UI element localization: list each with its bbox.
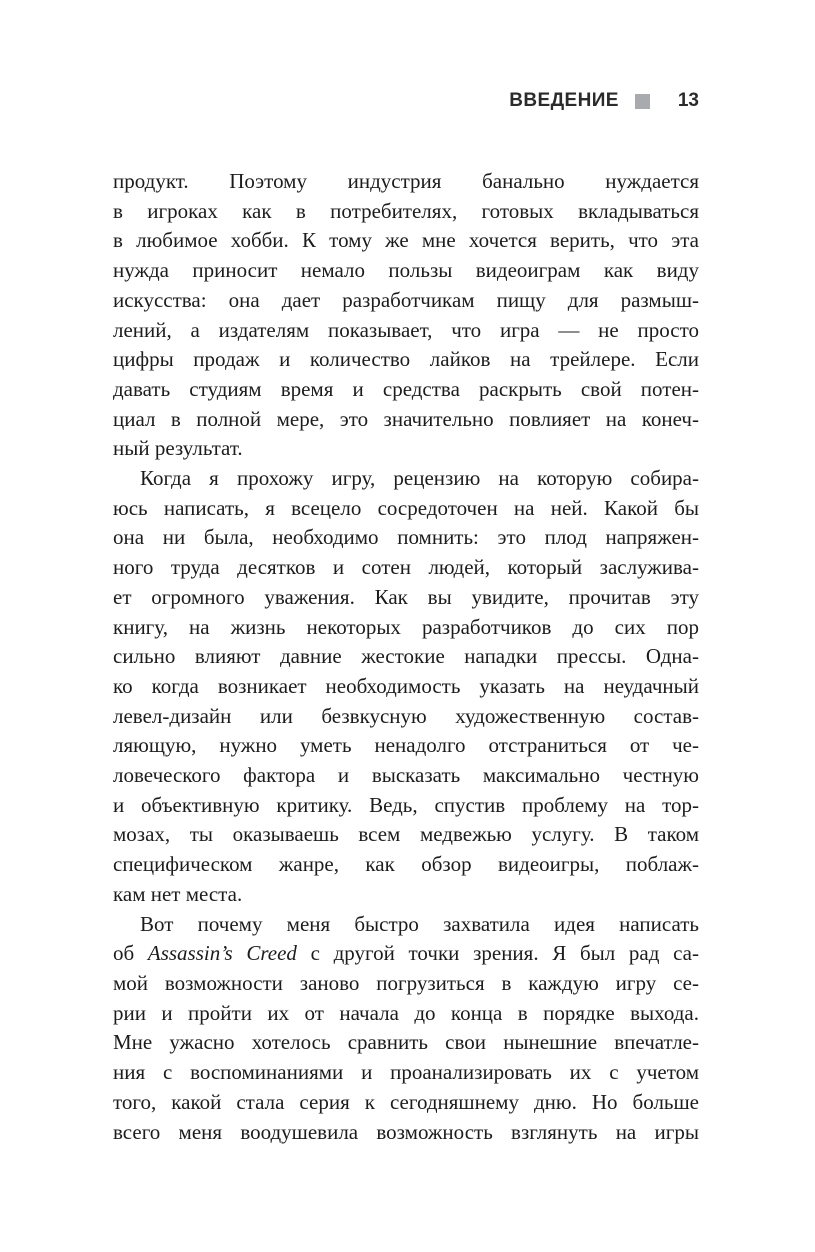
text-segment: циал в полной мере, это значительно повлияет на конеч-	[113, 406, 699, 431]
text-segment: Вот почему меня быстро захватила идея написать	[140, 911, 699, 936]
text-line	[113, 405, 699, 435]
text-segment: нужда приносит немало пользы видеоиграм как виду	[113, 258, 699, 283]
text-line	[113, 702, 699, 732]
text-segment: рии и пройти их от начала до конца в порядке выхода.	[113, 1000, 699, 1025]
text-segment: специфическом жанре, как обзор видеоигры, поблаж-	[113, 852, 699, 877]
text-segment: в игроках как в потребителях, готовых вкладываться	[113, 198, 699, 223]
paragraph	[113, 167, 699, 464]
text-segment: она ни была, необходимо помнить: это плод напряжен-	[113, 525, 699, 550]
text-segment: продукт. Поэтому индустрия банально нуждается	[113, 169, 699, 193]
text-line	[113, 197, 699, 227]
text-segment: лений, а издателям показывает, что игра — не просто	[113, 317, 699, 342]
paragraph	[113, 464, 699, 910]
text-segment: ет огромного уважения. Как вы увидите, прочитав эту	[113, 584, 699, 609]
text-line	[113, 345, 699, 375]
text-line	[113, 761, 699, 791]
text-segment: ляющую, нужно уметь ненадолго отстраниться от че-	[113, 733, 699, 758]
text-segment: об	[113, 941, 148, 966]
separator-square-icon	[635, 94, 650, 109]
text-segment: и объективную критику. Ведь, спустив проблему на тор-	[113, 792, 699, 817]
text-line	[113, 820, 699, 850]
text-line	[113, 731, 699, 761]
text-segment: ния с воспоминаниями и проанализировать их с учетом	[113, 1060, 699, 1085]
text-line	[113, 316, 699, 346]
text-line	[113, 1088, 699, 1118]
text-line	[113, 850, 699, 880]
text-segment: левел-дизайн или безвкусную художественную состав-	[113, 703, 699, 728]
text-line	[113, 256, 699, 286]
text-line	[113, 880, 699, 910]
text-line	[113, 1028, 699, 1058]
text-line	[113, 494, 699, 524]
page-number: 13	[677, 90, 699, 111]
text-segment: цифры продаж и количество лайков на трейлере. Если	[113, 347, 699, 372]
text-segment: мой возможности заново погрузиться в каждую игру се-	[113, 970, 699, 995]
text-segment: ко когда возникает необходимость указать на неудачный	[113, 673, 699, 698]
text-segment: сильно влияют давние жестокие нападки прессы. Одна-	[113, 644, 699, 669]
text-line	[113, 1118, 699, 1148]
text-segment: ного труда десятков и сотен людей, который заслужива-	[113, 555, 699, 580]
italic-title-text: Assassin’s Creed	[147, 941, 297, 966]
text-line	[113, 434, 699, 464]
text-line	[113, 1058, 699, 1088]
text-line	[113, 613, 699, 643]
text-line	[113, 375, 699, 405]
text-segment: того, какой стала серия к сегодняшнему дню. Но больше	[113, 1089, 699, 1114]
text-segment: ловеческого фактора и высказать максимально честную	[113, 763, 699, 788]
text-line	[113, 999, 699, 1029]
text-line	[113, 167, 699, 197]
text-line	[113, 553, 699, 583]
text-segment: в любимое хобби. К тому же мне хочется верить, что эта	[113, 228, 699, 253]
text-line	[113, 939, 699, 969]
text-line	[113, 523, 699, 553]
text-line	[113, 642, 699, 672]
text-segment: книгу, на жизнь некоторых разработчиков до сих пор	[113, 614, 699, 639]
text-segment: с другой точки зрения. Я был рад са-	[296, 941, 699, 966]
text-segment: Когда я прохожу игру, рецензию на которую собира-	[140, 466, 699, 491]
text-segment: ный результат.	[113, 436, 243, 461]
text-segment: мозах, ты оказываешь всем медвежью услугу. В таком	[113, 822, 699, 847]
body-text	[113, 167, 699, 1147]
text-segment: Мне ужасно хотелось сравнить свои нынешние впечатле-	[113, 1030, 699, 1055]
section-title: ВВЕДЕНИЕ	[509, 90, 619, 111]
paragraph	[113, 910, 699, 1148]
text-line	[113, 464, 699, 494]
text-segment: кам нет места.	[113, 881, 243, 906]
text-line	[113, 969, 699, 999]
text-line	[113, 286, 699, 316]
text-line	[113, 791, 699, 821]
text-segment: искусства: она дает разработчикам пищу для размыш-	[113, 287, 699, 312]
text-segment: давать студиям время и средства раскрыть свой потен-	[113, 376, 699, 401]
text-segment: юсь написать, я всецело сосредоточен на ней. Какой бы	[113, 495, 699, 520]
text-line	[113, 583, 699, 613]
text-line	[113, 672, 699, 702]
page-header	[113, 90, 699, 112]
text-segment: всего меня воодушевила возможность взглянуть на игры	[113, 1119, 699, 1144]
text-line	[113, 226, 699, 256]
text-line	[113, 910, 699, 940]
